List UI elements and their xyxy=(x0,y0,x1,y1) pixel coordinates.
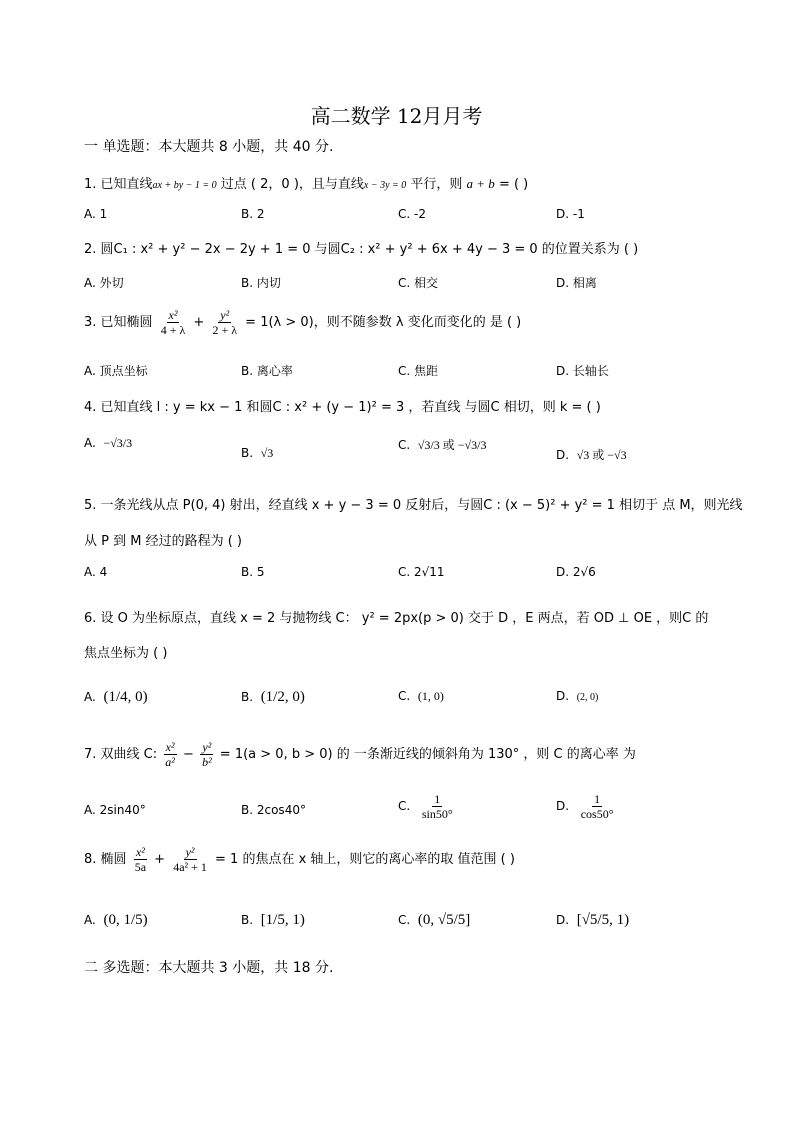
page-title: 高二数学 12月月考 xyxy=(310,104,483,128)
q7-option-b: B. 2cos40° xyxy=(241,803,306,817)
section-heading-multiple-choice: 二 多选题：本大题共 3 小题，共 18 分. xyxy=(84,960,334,976)
q1-option-a: A. 1 xyxy=(84,207,108,221)
q8-option-a: A. (0, 1/5) xyxy=(84,912,148,928)
fraction: $\frac{\text{y²}}{\text{b²}}$ xyxy=(202,740,212,769)
question-2-stem: 2. 圆C₁ : x² + y² − 2x − 2y + 1 = 0 与圆C₂ : x² + y² + 6x + 4y − 3 = 0 的位置关系为 ( ) xyxy=(84,242,639,257)
fraction: $\frac{\text{y²}}{2 + \lambda}$ xyxy=(212,308,238,337)
q1-option-b: B. 2 xyxy=(241,207,265,221)
q8-option-c: C. (0, √5/5] xyxy=(398,912,471,928)
section-heading-single-choice: 一 单选题：本大题共 8 小题，共 40 分. xyxy=(84,139,334,155)
q5-option-a: A. 4 xyxy=(84,565,108,579)
question-5-stem-line1: 5. 一条光线从点 P(0, 4) 射出，经直线 x + y − 3 = 0 反射后，与圆C : (x − 5)² + y² = 1 相切于 点 M，则光线 xyxy=(84,498,743,513)
q3-option-c: C. 焦距 xyxy=(398,364,439,378)
question-6-stem-line1: 6. 设 O 为坐标原点，直线 x = 2 与抛物线 C： y² = 2px(p > 0) 交于 D ，E 两点，若 OD ⊥ OE ，则C 的 xyxy=(84,611,709,626)
q2-option-c: C. 相交 xyxy=(398,276,439,290)
fraction: $\frac{\text{x²}}{5a}$ xyxy=(134,845,147,874)
q4-option-b: B. √3 xyxy=(241,446,274,460)
fraction: $\frac{\text{x²}}{4 + \lambda}$ xyxy=(160,308,186,337)
question-6-stem-line2: 焦点坐标为 ( ) xyxy=(84,646,168,661)
q6-option-c: C. (1, 0) xyxy=(398,689,444,703)
q1-option-c: C. -2 xyxy=(398,207,426,221)
q6-option-a: A. (1/4, 0) xyxy=(84,689,148,705)
q5-option-c: C. 2√11 xyxy=(398,565,445,579)
question-3-stem: 3. 已知椭圆 $\frac{\text{x²}}{4 + \lambda}$ + $\frac{\text{y²}}{2 + \lambda}$ = 1(λ > 0)，则不随参数 λ 变化而变化的 是 ( ) xyxy=(84,308,522,337)
q5-option-d: D. 2√6 xyxy=(556,565,596,579)
question-1-stem: 1. 已知直线ax + by − 1 = 0 过点 ( 2，0 )，且与直线x − 3y = 0 平行，则 a + b = ( ) xyxy=(84,176,529,192)
q8-option-d: D. [√5/5, 1) xyxy=(556,912,630,928)
fraction: $\frac{\text{y²}}{\text{4a² + 1}}$ xyxy=(173,845,207,874)
q7-option-a: A. 2sin40° xyxy=(84,803,146,817)
q6-option-d: D. (2, 0) xyxy=(556,689,599,703)
q2-option-b: B. 内切 xyxy=(241,276,281,290)
q6-option-b: B. (1/2, 0) xyxy=(241,689,305,705)
q2-option-d: D. 相离 xyxy=(556,276,597,290)
question-5-stem-line2: 从 P 到 M 经过的路程为 ( ) xyxy=(84,534,242,549)
q3-option-a: A. 顶点坐标 xyxy=(84,364,148,378)
question-7-stem: 7. 双曲线 C: $\frac{\text{x²}}{\text{a²}}$ − $\frac{\text{y²}}{\text{b²}}$ = 1(a > 0, b > 0) 的 一条渐近线的倾斜角为 130° ，则 C 的离心率 为 xyxy=(84,740,636,769)
fraction: $\frac{\text{x²}}{\text{a²}}$ xyxy=(165,740,175,769)
q7-option-d: D. $\frac{1}{\cos 50^\circ}$ xyxy=(556,792,614,821)
q4-option-c: C. √3/3 或 −√3/3 xyxy=(398,438,487,452)
q4-option-a: A. −√3/3 xyxy=(84,436,133,450)
q7-option-c: C. $\frac{1}{\sin 50^\circ}$ xyxy=(398,792,453,821)
q8-option-b: B. [1/5, 1) xyxy=(241,912,305,928)
q3-option-b: B. 离心率 xyxy=(241,364,293,378)
q3-option-d: D. 长轴长 xyxy=(556,364,609,378)
question-4-stem: 4. 已知直线 l : y = kx − 1 和圆C : x² + (y − 1)² = 3 ，若直线 与圆C 相切，则 k = ( ) xyxy=(84,400,601,415)
q4-option-d: D. √3 或 −√3 xyxy=(556,448,627,462)
q2-option-a: A. 外切 xyxy=(84,276,124,290)
q5-option-b: B. 5 xyxy=(241,565,265,579)
q1-option-d: D. -1 xyxy=(556,207,585,221)
question-8-stem: 8. 椭圆 $\frac{\text{x²}}{5a}$ + $\frac{\text{y²}}{\text{4a² + 1}}$ = 1 的焦点在 x 轴上，则它的离心率的取 值范围 ( ) xyxy=(84,845,515,874)
